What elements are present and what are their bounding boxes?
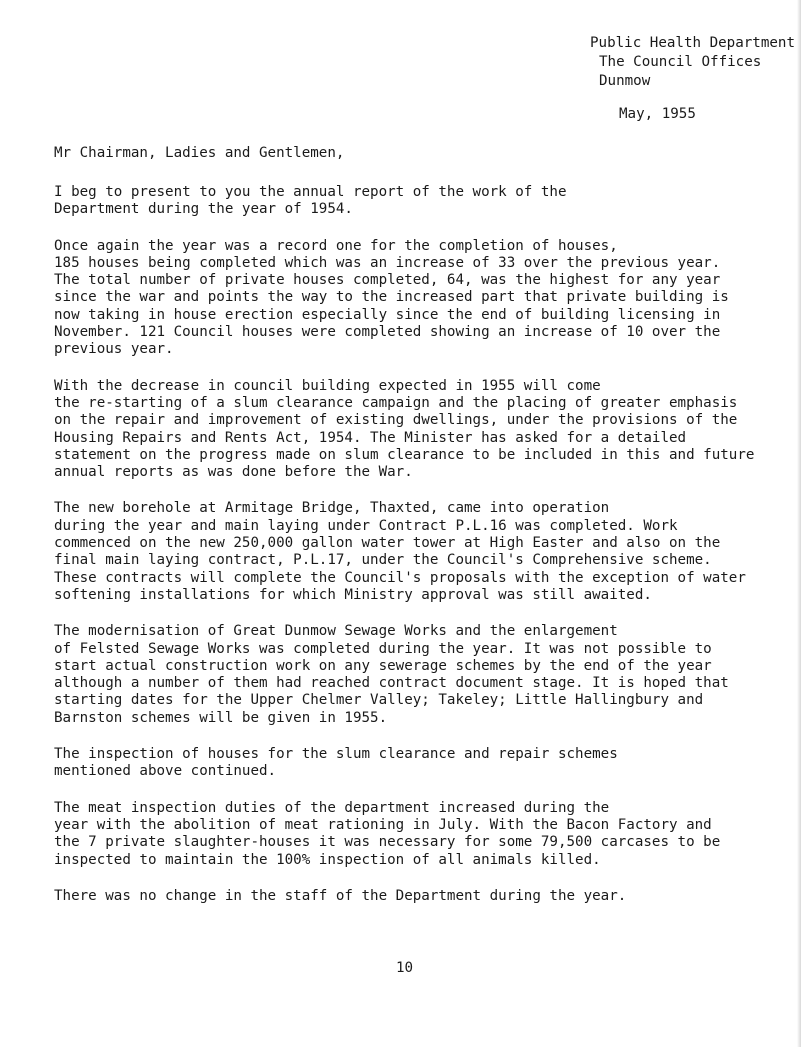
offices-name: The Council Offices: [599, 54, 762, 70]
letterhead-address: [590, 34, 795, 91]
page-edge-shadow: [797, 0, 801, 1047]
paragraph-staff: There was no change in the staff of the Department during the year.: [54, 887, 627, 904]
department-name: Public Health Department: [590, 35, 795, 51]
report-body: [54, 184, 790, 924]
paragraph-slum-clearance: With the decrease in council building expected in 1955 will come the re-starting of a slum clearance campaign and the placing of greater emphasis on the repair and improvement of existing dwellings, under the provisions of the Housing Repairs and Rents Act, 1954. The Minister has asked for a detailed statement on the progress made on slum clearance to be included in this and future annual reports as was done before the War.: [54, 377, 755, 481]
paragraph-sewerage: The modernisation of Great Dunmow Sewage Works and the enlargement of Felsted Sewage Works was completed during the year. It was not possible to start actual construction work on any sewerage schemes by the end of the year although a number of them had reached contract document stage. It is hoped that starting dates for the Upper Chelmer Valley; Takeley; Little Hallingbury and Barnston schemes will be given in 1955.: [54, 623, 729, 726]
paragraph-water-supply: The new borehole at Armitage Bridge, Thaxted, came into operation during the year and main laying under Contract P.L.16 was completed. Work commenced on the new 250,000 gallon water tower at High Easter and also on the final main laying contract, P.L.17, under the Council's Comprehensive scheme. These contracts will complete the Council's proposals with the exception of water softening installations for which Ministry approval was still awaited.: [54, 500, 746, 603]
paragraph-meat-inspection: The meat inspection duties of the department increased during the year with the abolition of meat rationing in July. With the Bacon Factory and the 7 private slaughter-houses it was necessary for some 79,500 carcases to be inspected to maintain the 100% inspection of all animals killed.: [54, 799, 721, 868]
page-number: 10: [396, 960, 414, 976]
salutation: Mr Chairman, Ladies and Gentlemen,: [54, 145, 345, 161]
town-name: Dunmow: [599, 73, 651, 89]
paragraph-inspection: The inspection of houses for the slum clearance and repair schemes mentioned above continued.: [54, 746, 618, 780]
report-date: May, 1955: [619, 106, 696, 122]
paragraph-introduction: I beg to present to you the annual report of the work of the Department during the year of 1954.: [54, 184, 567, 218]
paragraph-housing: Once again the year was a record one for the completion of houses, 185 houses being completed which was an increase of 33 over the previous year. The total number of private houses completed, 64, was the highest for any year since the war and points the way to the increased part that private building is now taking in house erection especially since the end of building licensing in November. 121 Council houses were completed showing an increase of 10 over the previous year.: [54, 237, 729, 358]
